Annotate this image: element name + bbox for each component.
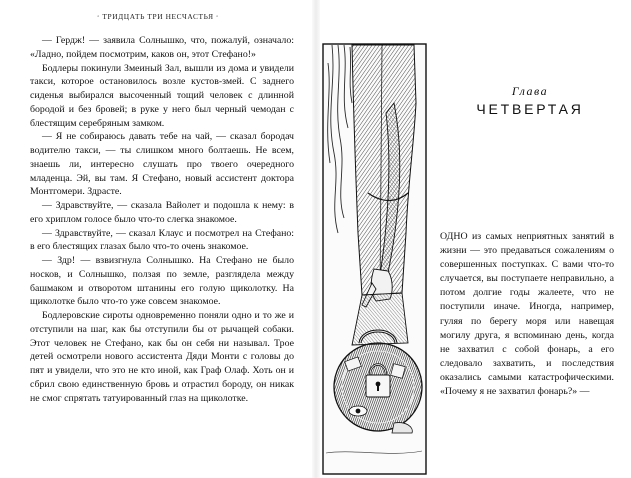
trousers [352,293,408,345]
paragraph: — Я не собираюсь давать тебе на чай, — сказал бородач водителю такси, — ты слишком много болтаешь. Не всем, знаешь ли, интересно слушать про твоего очередного младенца. Эй, вы там. Я Стефано, новый ассистент доктора Монтгомери. Здрасте. [30,131,294,198]
paragraph: Бодлеры покинули Змеиный Зал, вышли из дома и увидели такси, которое остановилось возле кустов-змей. С заднего сиденья выбирался высоченный тощий человек с длинной бородой и без бровей; в руке у него был черный чемодан с блестящим серебряным замком. [30,62,294,129]
right-page-body [440,230,614,399]
left-page-body [30,34,294,405]
chapter-title: ЧЕТВЕРТАЯ [476,101,584,117]
running-head-ornament-left: ◦ [97,14,100,20]
chapter-illustration [322,43,427,475]
paragraph: Бодлеровские сироты одновременно поняли одно и то же и отступили на шаг, как бы отступили бы от рычащей собаки. Этот человек не Стефано, как бы он себя ни называл. Трое детей осмотрели нового ассистента Дяди Монти с головы до пят и увидели, что это не кто иной, как Граф Олаф. Хоть он и сбрил свою единственную бровь и отрастил бороду, он никак не смог спрятать татуированный глаз на щиколотке. [30,310,294,404]
running-head-title: ТРИДЦАТЬ ТРИ НЕСЧАСТЬЯ [102,12,214,21]
running-head [30,12,286,21]
paragraph: — Здравствуйте, — сказал Клаус и посмотрел на Стефано: в его блестящих глазах было что-то очень знакомое. [30,227,294,253]
running-head-ornament-right: ◦ [216,14,219,20]
paragraph: — Гердж! — заявила Солнышко, что, пожалуй, означало: «Ладно, пойдем посмотрим, каков он, этот Стефано!» [30,35,294,60]
paragraph: — Здр! — взвизгнула Солнышко. На Стефано не было носков, и Солнышко, ползая по земле, разглядела между башмаком и отворотом штанины его голую щиколотку. На щиколотке было что-то уже совсем знакомое. [30,255,294,308]
paragraph: — Здравствуйте, — сказала Вайолет и подошла к нему: в его хриплом голосе было что-то слегка знакомое. [30,200,294,225]
chapter-label: Глава [511,84,549,98]
book-gutter [312,0,320,478]
chapter-opening-paragraph: ОДНО из самых неприятных занятий в жизни — это предаваться сожалениям о совершенных поступках. С вами что-то случается, вы поступаете неправильно, а потом долгие годы жалеете, что не поступили иначе. Иногда, например, гуляя по берегу моря или навещая могилу друга, я вспоминаю день, когда не захватил с собой фонарь, а его следовало захватить, и последствия оказались самыми катастрофическими. «Почему я не захватил фонарь?» — [440,231,614,398]
